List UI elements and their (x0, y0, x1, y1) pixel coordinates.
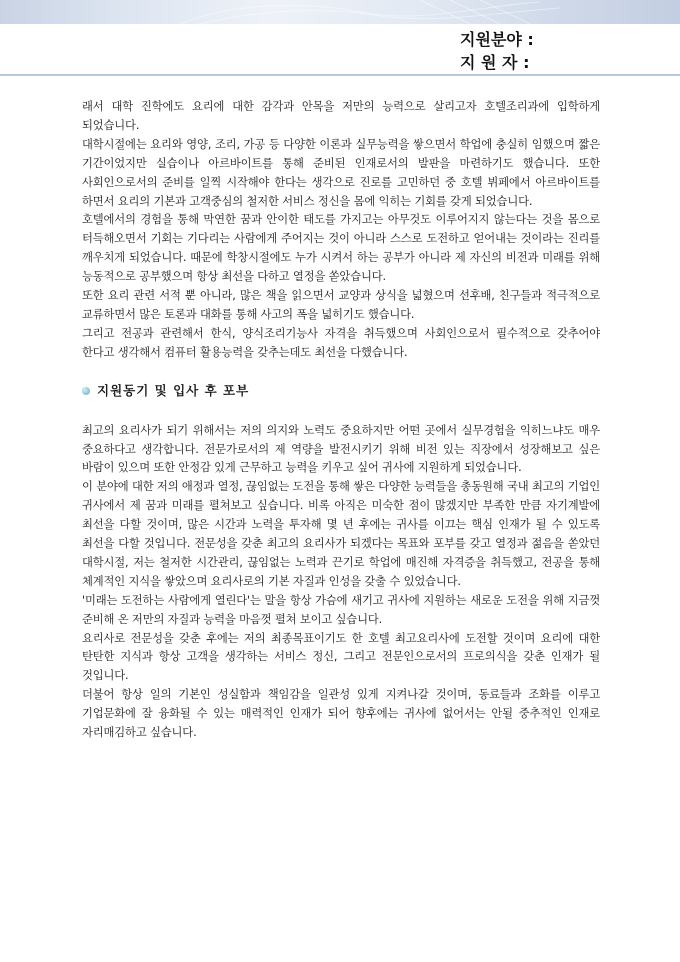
body-paragraph: 대학시절에는 요리와 영양, 조리, 가공 등 다양한 이론과 실무능력을 쌓으면서 학업에 충실히 임했으며 짧은 기간이었지만 실습이나 아르바이트를 통해 준비된 인재로서의 발판을 마련하기도 했습니다. 또한 사회인으로서의 준비를 일찍 시작해야 한다는 생각으로 진로를 고민하던 중 호텔 뷔페에서 아르바이트를 하면서 요리의 기본과 고객중심의 철저한 서비스 정신을 몸에 익히는 기회를 갖게 되었습니다. (82, 137, 600, 208)
motivation-section (82, 422, 600, 743)
header-pattern-graphic (0, 0, 680, 24)
body-paragraph: 요리사로 전문성을 갖춘 후에는 저의 최종목표이기도 한 호텔 최고요리사에 도전할 것이며 요리에 대한 탄탄한 지식과 항상 고객을 생각하는 서비스 정신, 그리고 전문인으로서의 프로의식을 갖춘 인재가 될 것입니다. (82, 631, 600, 683)
body-paragraph: 더불어 항상 일의 기본인 성실함과 책임감을 일관성 있게 지켜나갈 것이며, 동료들과 조화를 이루고 기업문화에 잘 융화될 수 있는 매력적인 인재가 되어 향후에는 귀사에 없어서는 안될 중추적인 인재로 자리매김하고 싶습니다. (82, 688, 600, 740)
applicant-header (460, 28, 570, 74)
body-paragraph: 호텔에서의 경험을 통해 막연한 꿈과 안이한 태도를 가지고는 아무것도 이루어지지 않는다는 것을 몸으로 터득해오면서 기회는 기다리는 사람에게 주어지는 것이 아니라 스스로 도전하고 얻어내는 것이라는 진리를 깨우치게 되었습니다. 때문에 학창시절에도 누가 시켜서 하는 공부가 아니라 제 자신의 비전과 미래를 위해 능동적으로 공부했으며 항상 최선을 다하고 열정을 쏟았습니다. (82, 213, 600, 284)
body-paragraph: 또한 요리 관련 서적 뿐 아니라, 많은 책을 읽으면서 교양과 상식을 넓혔으며 선후배, 친구들과 적극적으로 교류하면서 많은 토론과 대화를 통해 사고의 폭을 넓히기도 했습니다. (82, 289, 600, 321)
section-heading-text: 지원동기 및 입사 후 포부 (97, 382, 250, 398)
applicant-label: 지 원 자 : (460, 53, 530, 72)
body-paragraph: 래서 대학 진학에도 요리에 대한 감각과 안목을 저만의 능력으로 살리고자 호텔조리과에 입학하게 되었습니다. (82, 100, 600, 132)
section-heading (82, 382, 600, 401)
body-paragraph: 이 분야에 대한 저의 애정과 열정, 끊임없는 도전을 통해 쌓은 다양한 능력들을 총동원해 국내 최고의 기업인 귀사에서 제 꿈과 미래를 펼쳐보고 싶습니다. 비록 아직은 미숙한 점이 많겠지만 부족한 만큼 자기계발에 최선을 다할 것이며, 많은 시간과 노력을 투자해 몇 년 후에는 귀사를 이끄는 핵심 인재가 될 수 있도록 최선을 다할 것입니다. 전문성을 갖춘 최고의 요리사가 되겠다는 목표와 포부를 갖고 열정과 젊음을 쏟았던 대학시절, 저는 철저한 시간관리, 끊임없는 노력과 끈기로 학업에 매진해 자격증을 취득했고, 전공을 통해 체계적인 지식을 쌓았으며 요리사로의 기본 자질과 인성을 갖출 수 있었습니다. (82, 480, 600, 588)
body-paragraph: 그리고 전공과 관련해서 한식, 양식조리기능사 자격을 취득했으며 사회인으로서 필수적으로 갖추어야 한다고 생각해서 컴퓨터 활용능력을 갖추는데도 최선을 다했습니다. (82, 326, 600, 359)
background-section (82, 98, 600, 363)
bullet-icon (82, 387, 90, 395)
document-body (82, 98, 600, 743)
body-paragraph: 최고의 요리사가 되기 위해서는 저의 의지와 노력도 중요하지만 어떤 곳에서 실무경험을 익히느냐도 매우 중요하다고 생각합니다. 전문가로서의 제 역량을 발전시키기 위해 비전 있는 직장에서 성장해보고 싶은 바람이 있으며 또한 안정감 있게 근무하고 능력을 키우고 싶어 귀사에 지원하게 되었습니다. (82, 423, 600, 475)
header-divider (0, 74, 680, 76)
header-decoration-band (0, 0, 680, 24)
body-paragraph: '미래는 도전하는 사람에게 열린다'는 말을 항상 가슴에 새기고 귀사에 지원하는 새로운 도전을 위해 지금껏 준비해 온 저만의 자질과 능력을 마음껏 펼쳐 보이고 싶습니다. (82, 593, 600, 626)
field-label: 지원분야 : (460, 30, 534, 49)
